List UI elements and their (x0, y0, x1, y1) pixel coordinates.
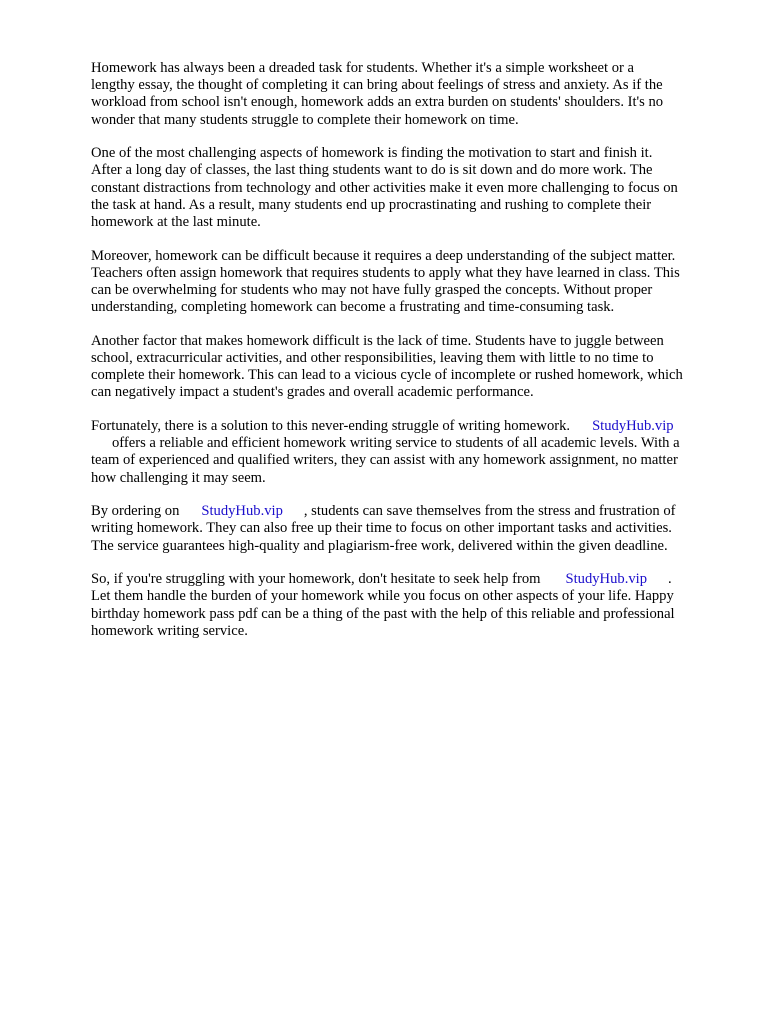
text-line: After a long day of classes, the last thing students want to do is sit down and do more work. The (91, 162, 653, 179)
text-line (91, 435, 723, 452)
paragraph-solution (91, 418, 723, 487)
paragraph-intro (91, 60, 723, 129)
text-line: the task at hand. As a result, many students end up procrastinating and rushing to complete their (91, 196, 652, 213)
text-line: wonder that many students struggle to complete their homework on time. (91, 111, 519, 128)
text-line: constant distractions from technology and other activities make it even more challenging to focus on (91, 179, 678, 196)
text-fragment: offers a reliable and efficient homework writing service to students of all academic levels. With a (112, 435, 680, 452)
studyhub-link[interactable]: StudyHub.vip (565, 571, 647, 588)
text-line: homework at the last minute. (91, 214, 261, 231)
paragraph-ordering (91, 503, 723, 555)
text-line: team of experienced and qualified writers, they can assist with any homework assignment, no matter (91, 452, 678, 469)
text-line (91, 418, 723, 435)
document-body (91, 60, 723, 656)
text-line: lengthy essay, the thought of completing it can bring about feelings of stress and anxiety. As if the (91, 77, 663, 94)
text-line: One of the most challenging aspects of homework is finding the motivation to start and finish it. (91, 145, 653, 162)
text-line (91, 571, 723, 588)
text-line: understanding, completing homework can become a frustrating and time-consuming task. (91, 299, 615, 316)
paragraph-motivation (91, 145, 723, 231)
text-line: can be overwhelming for students who may not have fully grasped the concepts. Without proper (91, 282, 653, 299)
paragraph-time (91, 333, 723, 402)
text-fragment: , students can save themselves from the stress and frustration of (303, 503, 676, 520)
text-line: Another factor that makes homework difficult is the lack of time. Students have to juggle between (91, 332, 664, 349)
text-line: homework writing service. (91, 622, 248, 639)
text-line: writing homework. They can also free up their time to focus on other important tasks and activities. (91, 520, 672, 537)
studyhub-link[interactable]: StudyHub.vip (592, 418, 674, 435)
text-line: workload from school isn't enough, homework adds an extra burden on students' shoulders. It's no (91, 94, 664, 111)
text-fragment: So, if you're struggling with your homework, don't hesitate to seek help from (91, 571, 541, 588)
studyhub-link[interactable]: StudyHub.vip (201, 503, 283, 520)
paragraph-understanding (91, 248, 723, 317)
text-line: how challenging it may seem. (91, 469, 266, 486)
text-line: complete their homework. This can lead to a vicious cycle of incomplete or rushed homework, which (91, 367, 683, 384)
text-line: school, extracurricular activities, and other responsibilities, leaving them with little to no time to (91, 350, 654, 367)
text-line (91, 503, 723, 520)
text-fragment: Fortunately, there is a solution to this never-ending struggle of writing homework. (91, 418, 571, 435)
paragraph-conclusion (91, 571, 723, 640)
text-line: Homework has always been a dreaded task for students. Whether it's a simple worksheet or a (91, 60, 634, 76)
text-fragment: By ordering on (91, 503, 180, 520)
text-line: The service guarantees high-quality and plagiarism-free work, delivered within the given deadline. (91, 537, 668, 554)
text-line: Moreover, homework can be difficult because it requires a deep understanding of the subject matter. (91, 247, 676, 264)
text-line: can negatively impact a student's grades and overall academic performance. (91, 384, 534, 401)
text-line: birthday homework pass pdf can be a thing of the past with the help of this reliable and professional (91, 605, 675, 622)
text-fragment: . (668, 571, 672, 588)
text-line: Teachers often assign homework that requires students to apply what they have learned in class. This (91, 264, 680, 281)
text-line: Let them handle the burden of your homework while you focus on other aspects of your life. Happy (91, 588, 674, 605)
